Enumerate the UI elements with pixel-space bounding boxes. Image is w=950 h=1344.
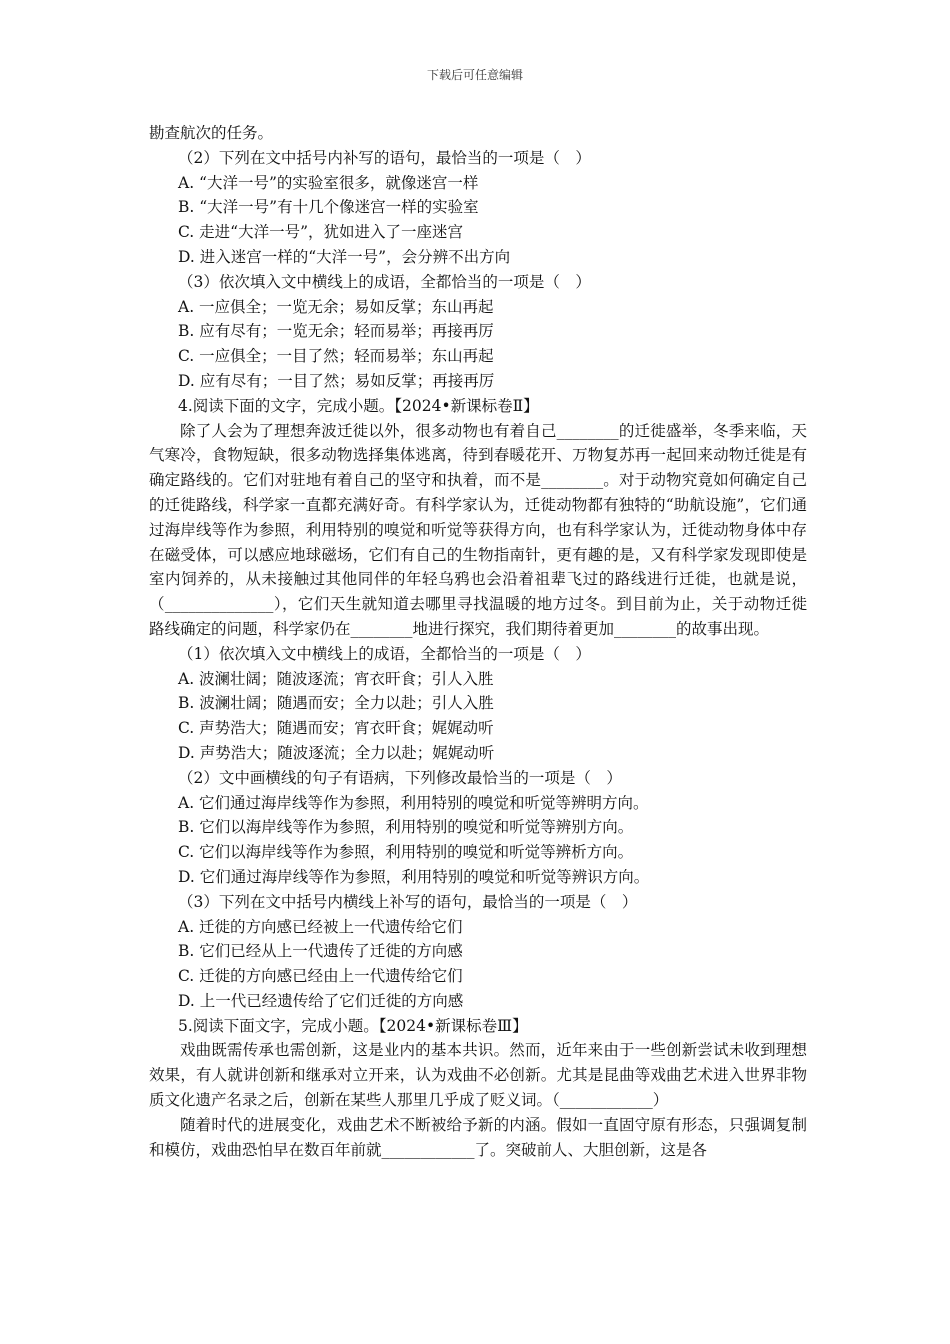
question-line: （2）文中画横线的句子有语病，下列修改最恰当的一项是（ ）	[178, 768, 622, 787]
option-line: A. 迁徙的方向感已经被上一代遗传给它们	[178, 917, 463, 936]
option-line: A. 波澜壮阔；随波逐流；宵衣旰食；引人入胜	[178, 669, 494, 688]
option-line: A. 它们通过海岸线等作为参照，利用特别的嗅觉和听觉等辨明方向。	[178, 793, 649, 812]
option-line: C. 一应俱全；一目了然；轻而易举；东山再起	[178, 347, 494, 366]
option-line: B. 应有尽有；一览无余；轻而易举；再接再厉	[178, 322, 494, 341]
option-line: D. 声势浩大；随波逐流；全力以赴；娓娓动听	[178, 743, 495, 762]
option-line: D. 应有尽有；一目了然；易如反掌；再接再厉	[178, 371, 495, 390]
option-line: B. 它们已经从上一代遗传了迁徙的方向感	[178, 942, 463, 961]
option-line: B. 它们以海岸线等作为参照，利用特别的嗅觉和听觉等辨别方向。	[178, 818, 634, 837]
question-line: （3）下列在文中括号内横线上补写的语句，最恰当的一项是（ ）	[178, 892, 638, 911]
section-heading-5: 5.阅读下面文字，完成小题。【2024•新课标卷Ⅲ】	[178, 1016, 528, 1035]
option-line: D. 它们通过海岸线等作为参照，利用特别的嗅觉和听觉等辨识方向。	[178, 867, 650, 886]
passage-4: 除了人会为了理想奔波迁徙以外，很多动物也有着自己________的迁徙盛举，冬季来临，天气寒冷，食物短缺，很多动物选择集体逃离，待到春暖花开、万物复苏再一起回来动物迁徙是有确定路线的。它们对驻地有着自己的坚守和执着，而不是________。对于动物究竟如何确定自己的迁徙路线，科学家一直都充满好奇。有科学家认为，迁徙动物都有独特的“助航设施”，它们通过海岸线等作为参照，利用特别的嗅觉和听觉等获得方向，也有科学家认为，迁徙动物身体中存在磁受体，可以感应地球磁场，它们有自己的生物指南针，更有趣的是，又有科学家发现即使是室内饲养的，从未接触过其他同伴的年轻乌鸦也会沿着祖辈飞过的路线进行迁徙，也就是说，（______________），它们天生就知道去哪里寻找温暖的地方过冬。到目前为止，关于动物迁徙路线确定的问题，科学家仍在________地进行探究，我们期待着更加________的故事出现。	[149, 421, 807, 638]
page-header: 下载后可任意编辑	[426, 68, 523, 82]
option-line: C. 声势浩大；随遇而安；宵衣旰食；娓娓动听	[178, 719, 494, 738]
question-line: （1）依次填入文中横线上的成语，全都恰当的一项是（ ）	[178, 644, 591, 663]
option-line: C. 它们以海岸线等作为参照，利用特别的嗅觉和听觉等辨析方向。	[178, 843, 634, 862]
passage-5-paragraph-1: 戏曲既需传承也需创新，这是业内的基本共识。然而，近年来由于一些创新尝试未收到理想效果，有人就讲创新和继承对立开来，认为戏曲不必创新。尤其是昆曲等戏曲艺术进入世界非物质文化遗产名录之后，创新在某些人那里几乎成了贬义词。（____________）	[149, 1041, 807, 1110]
option-line: D. 上一代已经遗传给了它们迁徙的方向感	[178, 991, 464, 1010]
section-heading-4: 4.阅读下面的文字，完成小题。【2024•新课标卷Ⅱ】	[178, 396, 539, 415]
question-line: （3）依次填入文中横线上的成语，全都恰当的一项是（ ）	[178, 272, 591, 291]
text-line: 勘查航次的任务。	[149, 124, 274, 142]
passage-5-paragraph-2: 随着时代的进展变化，戏曲艺术不断被给予新的内涵。假如一直固守原有形态，只强调复制和模仿，戏曲恐怕早在数百年前就____________了。突破前人、大胆创新，这是各	[149, 1115, 807, 1159]
option-line: D. 进入迷宫一样的“大洋一号”，会分辨不出方向	[178, 247, 511, 266]
option-line: A. 一应俱全；一览无余；易如反掌；东山再起	[178, 297, 494, 316]
option-line: A. “大洋一号”的实验室很多，就像迷宫一样	[178, 173, 479, 192]
option-line: B. “大洋一号”有十几个像迷宫一样的实验室	[178, 198, 479, 217]
question-line: （2）下列在文中括号内补写的语句，最恰当的一项是（ ）	[178, 148, 591, 167]
option-line: C. 迁徙的方向感已经由上一代遗传给它们	[178, 967, 463, 986]
option-line: C. 走进“大洋一号”，犹如进入了一座迷宫	[178, 223, 464, 242]
document-body	[149, 121, 807, 1162]
option-line: B. 波澜壮阔；随遇而安；全力以赴；引人入胜	[178, 694, 494, 713]
